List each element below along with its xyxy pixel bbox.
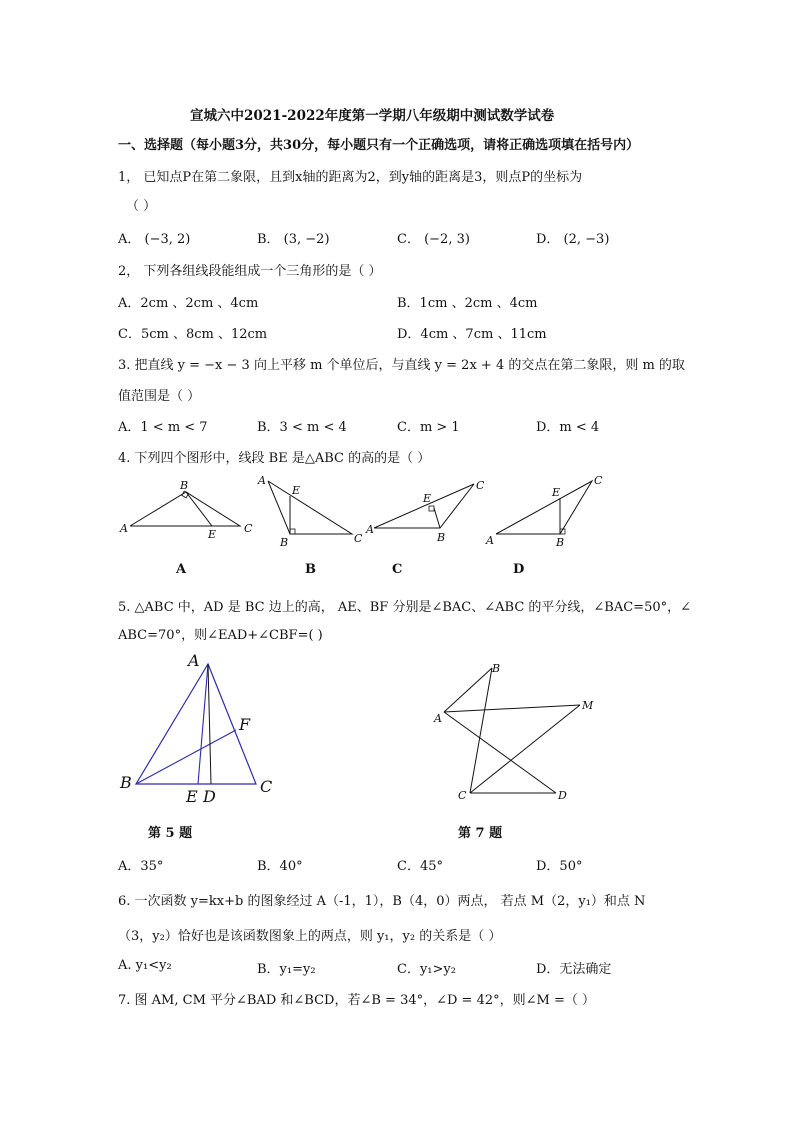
fig7-label-c: C	[458, 789, 467, 802]
fig-a-label-b: B	[180, 479, 189, 492]
fig-a-label-e: E	[208, 528, 217, 541]
q6-option-d: D．无法确定	[536, 962, 612, 977]
fig5-label-f: F	[239, 715, 251, 734]
q6-option-c: C．y₁>y₂	[397, 962, 456, 977]
q6-stem-line2: （3，y₂）恰好也是该函数图象上的两点，则 y₁，y₂ 的关系是（ ）	[118, 929, 502, 944]
q2-option-d: D．4cm 、7cm 、11cm	[397, 327, 547, 342]
q5-figure	[118, 650, 288, 810]
fig-d-label-c: C	[594, 476, 603, 487]
fig5-label-a: A	[188, 651, 200, 670]
q4-label-b: B	[305, 562, 316, 577]
fig5-label-d: D	[203, 787, 216, 806]
q1-blank: （ ）	[126, 199, 157, 214]
fig-c-label-b: B	[437, 531, 446, 544]
fig-d-label-e: E	[552, 486, 561, 499]
q4-figure-c	[365, 479, 485, 544]
q6-stem-line1: 6. 一次函数 y=kx+b 的图象经过 A（-1，1），B（4，0）两点， 若点 M（2，y₁）和点 N	[118, 894, 646, 909]
fig-c-label-a: A	[366, 523, 374, 536]
q1-option-b: B． (3, −2)	[257, 232, 330, 247]
fig7-label-m: M	[582, 699, 594, 712]
fig5-caption: 第 5 题	[148, 826, 193, 841]
fig5-label-b: B	[120, 773, 132, 792]
q4-label-a: A	[176, 562, 187, 577]
q4-stem: 4. 下列四个图形中，线段 BE 是△ABC 的高的是（ ）	[118, 451, 431, 466]
q1-option-a: A． (−3, 2)	[118, 232, 191, 247]
q3-option-d: D．m < 4	[536, 420, 600, 435]
q5-stem-line2: ABC=70°，则∠EAD+∠CBF=( )	[118, 628, 323, 643]
fig7-label-b: B	[492, 662, 501, 675]
fig7-label-a: A	[434, 712, 442, 725]
fig7-label-d: D	[558, 789, 567, 802]
q3-stem-line2: 值范围是（ ）	[118, 389, 201, 404]
q5-option-c: C．45°	[397, 859, 443, 874]
q5-option-a: A．35°	[118, 859, 164, 874]
q4-figure-b	[257, 476, 363, 548]
q3-option-c: C．m > 1	[397, 420, 460, 435]
fig-a-label-c: C	[244, 522, 253, 535]
q1-stem: 1， 已知点P在第二象限，且到x轴的距离为2，到y轴的距离是3，则点P的坐标为	[118, 170, 583, 185]
fig7-caption: 第 7 题	[458, 826, 503, 841]
q3-stem-line1: 3. 把直线 y = −x − 3 向上平移 m 个单位后，与直线 y = 2x + 4 的交点在第二象限，则 m 的取	[118, 358, 685, 373]
q6-option-a: A. y₁<y₂	[118, 958, 172, 973]
fig-c-label-c: C	[476, 479, 485, 492]
q5-option-b: B．40°	[257, 859, 303, 874]
q1-option-c: C． (−2, 3)	[397, 232, 470, 247]
q7-figure	[430, 660, 600, 805]
q4-figure-d	[485, 476, 603, 548]
fig-c-label-e: E	[423, 492, 432, 505]
fig5-label-e: E	[186, 787, 198, 806]
q3-option-a: A．1 < m < 7	[118, 420, 208, 435]
q2-option-a: A．2cm 、2cm 、4cm	[118, 296, 259, 311]
fig-b-label-e: E	[292, 484, 301, 497]
q2-option-b: B．1cm 、2cm 、4cm	[397, 296, 538, 311]
exam-title: 宣城六中2021-2022年度第一学期八年级期中测试数学试卷	[190, 108, 555, 124]
q2-option-c: C．5cm 、8cm 、12cm	[118, 327, 268, 342]
fig-d-label-b: B	[556, 536, 565, 548]
q5-stem-line1: 5. △ABC 中，AD 是 BC 边上的高， AE、BF 分别是∠BAC、∠ABC 的平分线，∠BAC=50°，∠	[118, 600, 692, 615]
q4-label-c: C	[392, 562, 403, 577]
q7-stem: 7. 图 AM, CM 平分∠BAD 和∠BCD，若∠B = 34°，∠D = 42°，则∠M =（ ）	[118, 993, 595, 1008]
q4-figure-a	[119, 479, 253, 541]
q6-option-b: B．y₁=y₂	[257, 962, 316, 977]
q2-stem: 2， 下列各组线段能组成一个三角形的是（ ）	[118, 264, 382, 279]
section-heading: 一、选择题（每小题3分，共30分，每小题只有一个正确选项，请将正确选项填在括号内）	[118, 138, 640, 153]
fig5-label-c: C	[260, 777, 273, 796]
fig-d-label-a: A	[486, 534, 494, 547]
fig-b-label-a: A	[258, 476, 266, 487]
fig-b-label-c: C	[354, 532, 363, 545]
q3-option-b: B．3 < m < 4	[257, 420, 347, 435]
q5-option-d: D．50°	[536, 859, 583, 874]
q4-label-d: D	[513, 562, 525, 577]
q1-option-d: D． (2, −3)	[536, 232, 610, 247]
fig-b-label-b: B	[280, 536, 289, 548]
fig-a-label-a: A	[120, 522, 128, 535]
q4-figures	[118, 476, 618, 548]
